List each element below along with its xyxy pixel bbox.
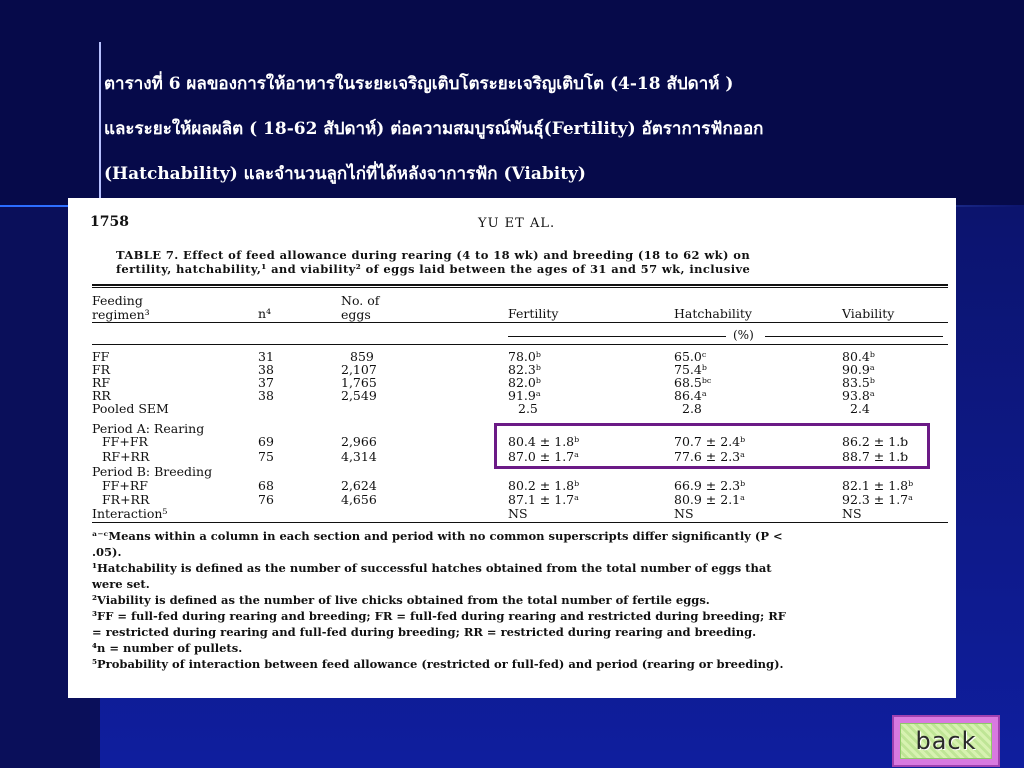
row-fertility: NS [508,506,528,521]
row-hatchability: 75.4ᵇ [674,362,707,377]
row-fertility: 2.5 [518,401,538,416]
slide-title-line: ตารางที่ 6 ผลของการให้อาหารในระยะเจริญเติบโตระยะเจริญเติบโต (4-18 สัปดาห์ ) [104,74,734,94]
footnote-line: ⁵Probability of interaction between feed allowance (restricted or full-fed) and period (rearing or breeding). [92,657,784,671]
row-fertility: 82.0ᵇ [508,375,541,390]
row-label: FF+FR [102,434,148,449]
footnote-line: ⁴n = number of pullets. [92,641,243,655]
section-label: Period B: Breeding [92,464,213,479]
row-fertility: 80.4 ± 1.8ᵇ [508,434,580,449]
back-button-label: back [915,727,977,755]
section-label: Period A: Rearing [92,421,205,436]
row-label: FF [92,349,110,364]
footnote-line: were set. [92,577,150,591]
column-header-feeding [92,294,150,321]
footnote-line: ᵃ⁻ᶜMeans within a column in each section and period with no common superscripts differ significantly (P < [92,529,783,543]
row-fertility: 82.3ᵇ [508,362,541,377]
row-eggs: 859 [350,349,374,364]
row-n: 31 [258,349,274,364]
row-eggs: 2,966 [341,434,377,449]
running-head: YU ET AL. [478,216,556,231]
row-fertility: 91.9ᵃ [508,388,541,403]
row-eggs: 4,656 [341,492,377,507]
row-label: FR+RR [102,492,150,507]
row-label: RR [92,388,111,403]
table-top-rule [92,284,948,286]
row-label: FF+RF [102,478,148,493]
unit-rule-left [508,336,726,337]
table-bottom-rule [92,522,948,523]
column-header-line: regimen³ [92,306,150,322]
footnote-line: = restricted during rearing and full-fed during breeding; RR = restricted during rearing and breeding. [92,625,757,639]
column-header-viability: Viability [842,306,895,321]
row-viability: 88.7 ± 1.ƅ [842,449,909,464]
footnote-line: ²Viability is defined as the number of live chicks obtained from the total number of fertile eggs. [92,593,710,607]
row-n: 37 [258,375,274,390]
decorative-vertical-line [99,42,101,207]
footnote-line: .05). [92,545,122,559]
back-button[interactable] [892,715,1000,767]
row-fertility: 80.2 ± 1.8ᵇ [508,478,580,493]
row-hatchability: 86.4ᵃ [674,388,707,403]
row-viability: 83.5ᵇ [842,375,875,390]
row-eggs: 2,549 [341,388,377,403]
row-hatchability: 2.8 [682,401,702,416]
column-header-line: Feeding [92,293,143,308]
back-button-face[interactable] [900,723,992,759]
row-hatchability: 80.9 ± 2.1ᵃ [674,492,745,507]
page-number: 1758 [90,214,129,230]
row-viability: 93.8ᵃ [842,388,875,403]
row-eggs: 4,314 [341,449,377,464]
table-title-line: TABLE 7. Effect of feed allowance during rearing (4 to 18 wk) and breeding (18 to 62 wk) on [116,248,751,262]
row-viability: 80.4ᵇ [842,349,875,364]
row-hatchability: 68.5ᵇᶜ [674,375,712,390]
row-hatchability: 65.0ᶜ [674,349,707,364]
table-title [116,248,926,276]
row-label: Interaction⁵ [92,506,168,521]
row-n: 68 [258,478,274,493]
column-header-fertility: Fertility [508,306,559,321]
row-fertility: 87.1 ± 1.7ᵃ [508,492,579,507]
row-fertility: 87.0 ± 1.7ᵃ [508,449,579,464]
column-header-eggs [341,294,379,321]
row-n: 38 [258,362,274,377]
row-eggs: 2,107 [341,362,377,377]
column-header-hatchability: Hatchability [674,306,752,321]
footnote-line: ¹Hatchability is defined as the number of successful hatches obtained from the total number of eggs that [92,561,772,575]
row-eggs: 2,624 [341,478,377,493]
column-header-line: eggs [341,306,371,322]
row-label: RF [92,375,111,390]
row-label: RF+RR [102,449,150,464]
row-hatchability: 70.7 ± 2.4ᵇ [674,434,746,449]
table-footnotes [92,528,950,672]
row-hatchability: 66.9 ± 2.3ᵇ [674,478,746,493]
table-title-line: fertility, hatchability,¹ and viability² of eggs laid between the ages of 31 and 57 wk, inclusive [116,262,751,276]
row-viability: 86.2 ± 1.ƅ [842,434,909,449]
row-n: 38 [258,388,274,403]
row-viability: 92.3 ± 1.7ᵃ [842,492,913,507]
slide-title-line: และระยะให้ผลผลิต ( 18-62 สัปดาห์) ต่อความสมบูรณ์พันธุ์(Fertility) อัตราการฟักออก [104,119,764,139]
row-fertility: 78.0ᵇ [508,349,541,364]
row-viability: NS [842,506,862,521]
slide-title-line: (Hatchability) และจำนวนลูกไก่ที่ได้หลังจาการฟัก (Viabity) [104,164,586,184]
row-viability: 82.1 ± 1.8ᵇ [842,478,914,493]
page-header [90,214,940,236]
row-viability: 2.4 [850,401,870,416]
highlight-box [494,423,930,469]
row-n: 76 [258,492,274,507]
unit-rule-right [765,336,943,337]
row-hatchability: NS [674,506,694,521]
row-hatchability: 77.6 ± 2.3ᵃ [674,449,745,464]
slide-title [104,62,984,197]
scanned-table-page [68,198,956,698]
footnote-line: ³FF = full-fed during rearing and breeding; FR = full-fed during rearing and restricted during breeding; RF [92,609,786,623]
row-label: FR [92,362,111,377]
row-eggs: 1,765 [341,375,377,390]
table-top-rule-double [92,287,948,288]
column-header-n: n⁴ [258,306,272,321]
column-header-line: No. of [341,293,380,308]
row-label: Pooled SEM [92,401,169,416]
header-bottom-rule [92,344,948,345]
header-rule [92,322,948,323]
row-n: 75 [258,449,274,464]
row-n: 69 [258,434,274,449]
row-viability: 90.9ᵃ [842,362,875,377]
unit-label: (%) [733,328,754,342]
